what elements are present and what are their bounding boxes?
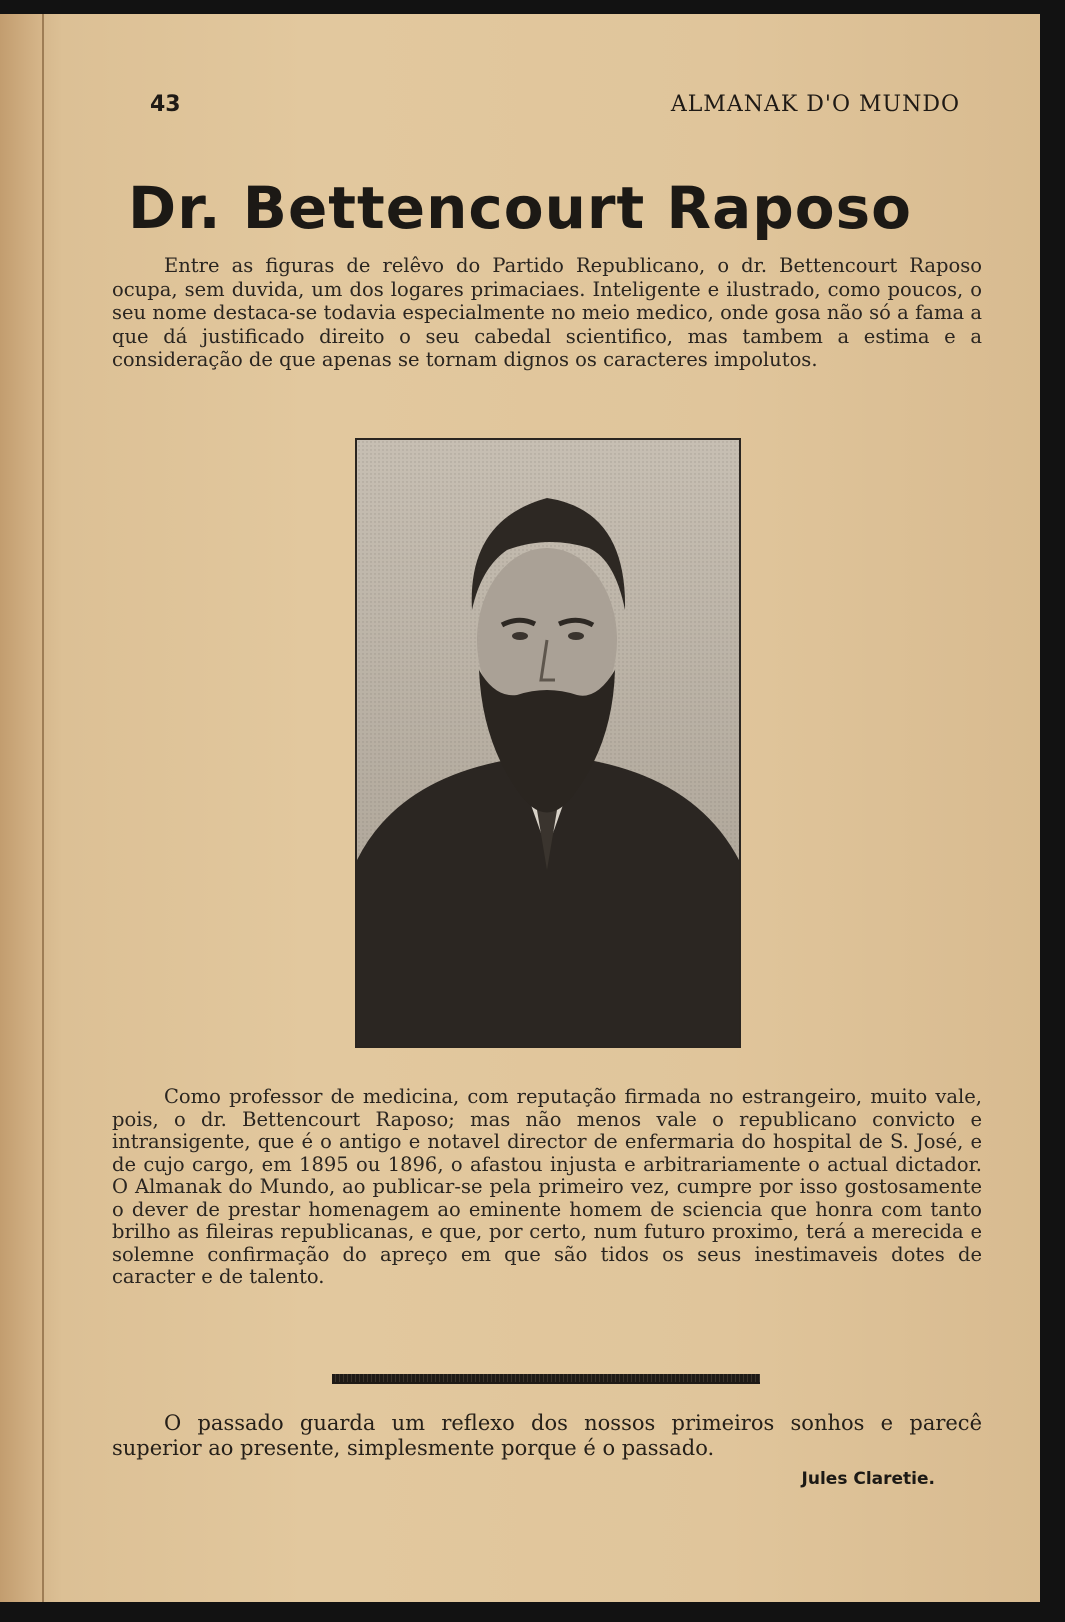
almanac-page <box>0 14 1040 1602</box>
page-header <box>150 92 960 126</box>
article-intro-paragraph: Entre as figuras de relêvo do Partido Republicano, o dr. Bettencourt Raposo ocupa, sem duvida, um dos logares primaciaes. Inteligente e ilustrado, como poucos, o seu nome destaca-se todavia especialmente no meio medico, onde gosa não só a fama a que dá justificado direito o seu cabedal scientifico, mas tambem a estima e a consideração de que apenas se tornam dignos os caracteres impolutos. <box>112 254 982 371</box>
article-body-paragraph: Como professor de medicina, com reputação firmada no estrangeiro, muito vale, pois, o dr. Bettencourt Raposo; mas não menos vale o republicano convicto e intransigente, que é o antigo e notavel director de enfermaria do hospital de S. José, e de cujo cargo, em 1895 ou 1896, o afastou injusta e arbitrariamente o actual dictador. O Almanak do Mundo, ao publicar-se pela primeiro vez, cumpre por isso gostosamente o dever de prestar homenagem ao eminente homem de sciencia que honra com tanto brilho as fileiras republicanas, e que, por certo, num futuro proximo, terá a merecida e solemne confirmação do apreço em que são tidos os seus inestimaveis dotes de caracter e de talento. <box>112 1085 982 1288</box>
quote-author: Jules Claretie. <box>801 1469 935 1489</box>
portrait-illustration <box>357 440 739 1046</box>
section-divider <box>332 1374 760 1384</box>
portrait-photo <box>355 438 741 1048</box>
article-title: Dr. Bettencourt Raposo <box>128 174 912 242</box>
page-number: 43 <box>150 92 181 117</box>
running-title: ALMANAK D'O MUNDO <box>670 92 960 117</box>
quote-text: O passado guarda um reflexo dos nossos primeiros sonhos e parecê superior ao presente, simplesmente porque é o passado. <box>112 1411 982 1460</box>
book-gutter <box>0 14 44 1602</box>
